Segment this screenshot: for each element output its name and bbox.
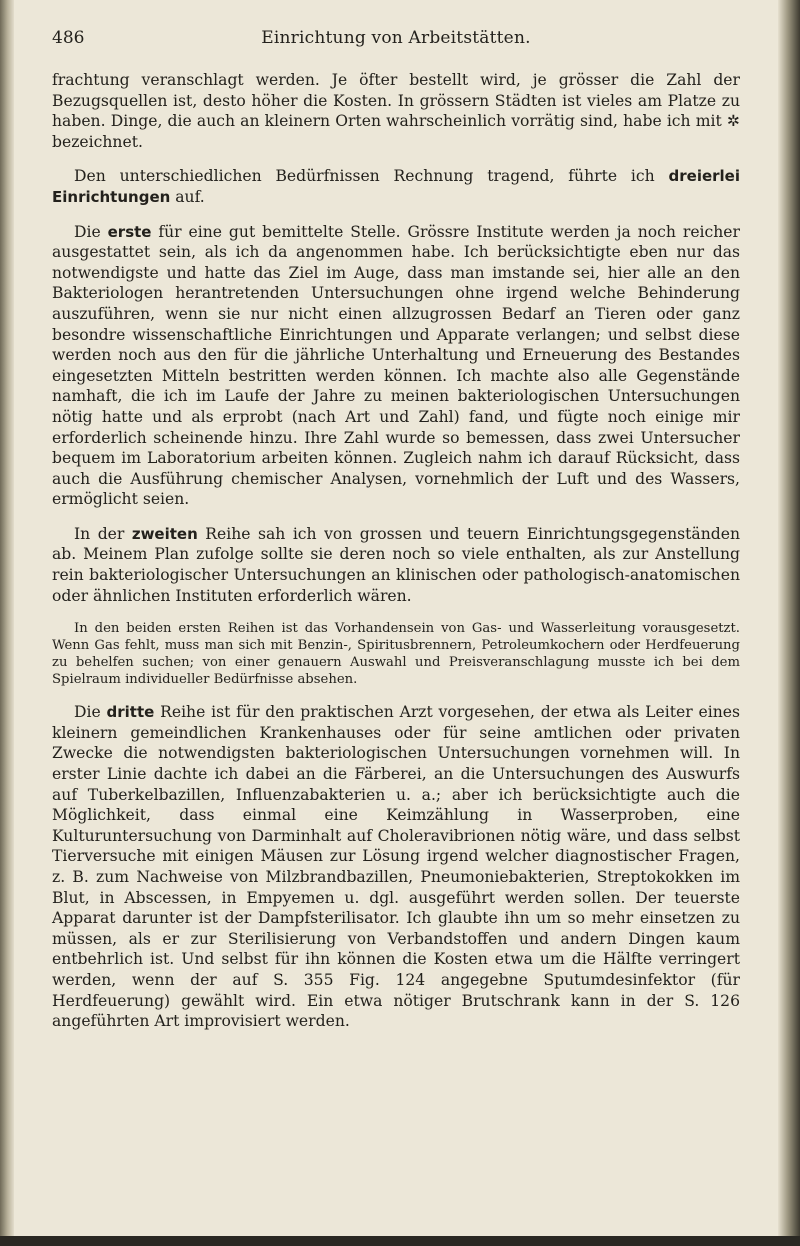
paragraph-1: frachtung veranschlagt werden. Je öfter bestellt wird, je grösser die Zahl der Bezugsquellen ist, desto höher die Kosten. In grössern Städten ist vieles am Platze zu haben. Dinge, die auch an kleinern Orten wahrscheinlich vorrätig sind, habe ich mit ✲ bezeichnet.: [52, 71, 740, 151]
paragraph-3: [52, 222, 740, 510]
paragraph-3-tail: für eine gut bemittelte Stelle. Grössre Institute werden ja noch reicher ausgestattet sein, als ich da angenommen habe. Ich berücksichtigte eben nur das notwendigste und hatte das Ziel im Auge, dass man imstande sei, hier alle an den Bakteriologen herantretenden Untersuchungen ohne irgend welche Behinderung auszuführen, wenn sie nur nicht einen allzugrossen Bedarf an Tieren oder ganz besondre wissenschaftliche Einrichtungen und Apparate verlangen; und selbst diese werden noch aus den für die jährliche Unterhaltung und Erneuerung des Bestandes eingesetzten Mitteln bestritten werden können. Ich machte also alle Gegenstände namhaft, die ich im Laufe der Jahre zu meinen bakteriologischen Untersuchungen nötig hatte und als erprobt (nach Art und Zahl) fand, und fügte noch einige mir erforderlich scheinende hinzu. Ihre Zahl wurde so bemessen, dass zwei Untersucher bequem im Laboratorium arbeiten können. Zugleich nahm ich darauf Rücksicht, dass auch die Ausführung chemischer Analysen, vornehmlich der Luft und des Wassers, ermöglicht seien.: [52, 222, 740, 509]
paragraph-4-tail: Reihe sah ich von grossen und teuern Einrichtungsgegenständen ab. Meinem Plan zufolge sollte sie deren noch so viele enthalten, als zur Anstellung rein bakteriologischer Untersuchungen an klinischen oder pathologisch-anatomischen oder ähnlichen Instituten erforderlich wären.: [52, 524, 740, 605]
emphasis-zweiten: zweiten: [131, 524, 198, 543]
paragraph-4-lead: In der: [74, 524, 132, 543]
emphasis-dreierlei: dreierlei Einrichtungen: [52, 167, 740, 206]
emphasis-dritte: dritte: [106, 703, 155, 722]
paragraph-5-lead: Die: [74, 703, 107, 722]
binding-shadow: [0, 0, 14, 1246]
paragraph-2-tail: auf.: [170, 187, 205, 206]
bottom-shadow: [0, 1236, 800, 1246]
page-number: 486: [52, 28, 85, 48]
paragraph-5-tail: Reihe ist für den praktischen Arzt vorgesehen, der etwa als Leiter eines kleinern gemeindlichen Krankenhauses oder für seine amtlichen oder privaten Zwecke die notwendigsten bakteriologischen Untersuchungen vornehmen will. In erster Linie dachte ich dabei an die Färberei, an die Untersuchungen des Auswurfs auf Tuberkelbazillen, Influenzabakterien u. a.; aber ich berücksichtigte auch die Möglichkeit, dass einmal eine Keimzählung in Wasserproben, eine Kulturuntersuchung von Darminhalt auf Choleravibrionen nötig wäre, und dass selbst Tierversuche mit einigen Mäusen zur Lösung irgend welcher diagnostischer Fragen, z. B. zum Nachweise von Milzbrandbazillen, Pneumoniebakterien, Streptokokken im Blut, in Abscessen, in Empyemen u. dgl. ausgeführt werden sollen. Der teuerste Apparat darunter ist der Dampfsterilisator. Ich glaubte ihn um so mehr einsetzen zu müssen, als er zur Sterilisierung von Verbandstoffen und andern Dingen kaum entbehrlich ist. Und selbst für ihn können die Kosten etwa um die Hälfte verringert werden, wenn der auf S. 355 Fig. 124 angegebne Sputumdesinfektor (für Herdfeuerung) gewählt wird. Ein etwa nötiger Brutschrank kann in der S. 126 angeführten Art improvisiert werden.: [52, 703, 740, 1031]
body-text: [52, 70, 740, 1032]
page-content: [52, 28, 740, 1046]
footnote-paragraph: In den beiden ersten Reihen ist das Vorhandensein von Gas- und Wasserleitung vorausgesetzt. Wenn Gas fehlt, muss man sich mit Benzin-, Spiritusbrennern, Petroleumkochern oder Herdfeuerung zu behelfen suchen; von einer genauern Auswahl und Preisveranschlagung musste ich bei dem Spielraum individueller Bedürfnisse absehen.: [52, 621, 740, 688]
running-title: Einrichtung von Arbeitstätten.: [261, 28, 531, 48]
paragraph-4: [52, 524, 740, 606]
paragraph-2-lead: Den unterschiedlichen Bedürfnissen Rechnung tragend, führte ich: [74, 167, 669, 186]
paragraph-2: [52, 166, 740, 207]
emphasis-erste: erste: [107, 222, 152, 241]
page-edge: [778, 0, 800, 1246]
running-head: [52, 28, 740, 58]
paragraph-3-lead: Die: [74, 222, 108, 241]
paragraph-5: [52, 702, 740, 1032]
